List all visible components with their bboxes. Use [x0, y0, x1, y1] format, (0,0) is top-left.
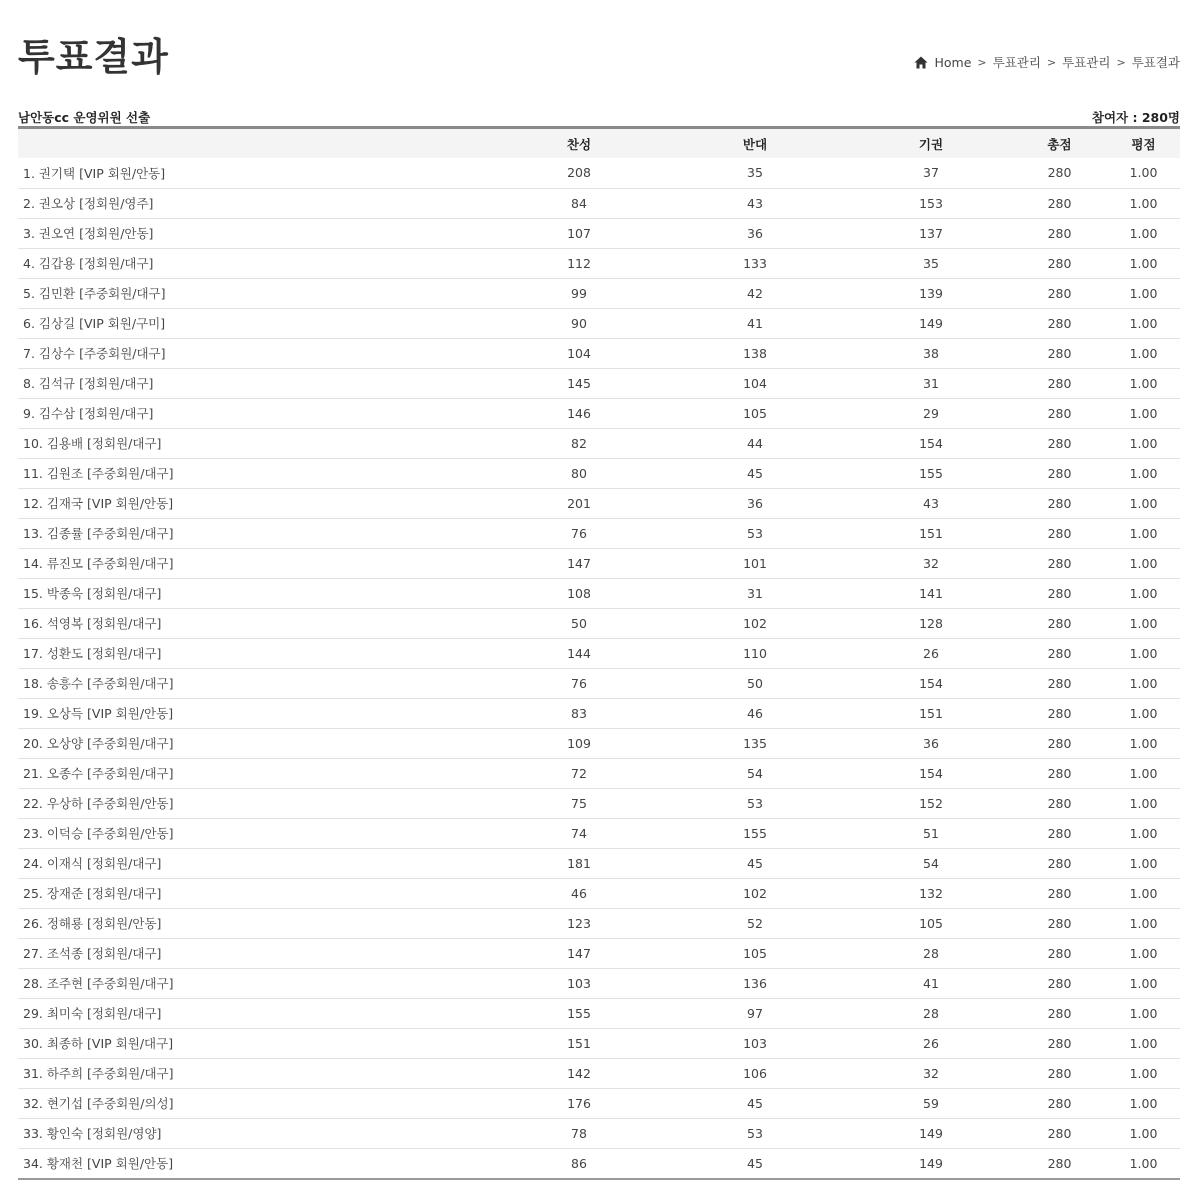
votes-abstain: 59: [923, 1095, 939, 1111]
average-score: 1.00: [1129, 525, 1158, 541]
breadcrumb-separator: >: [1046, 55, 1057, 69]
total-score: 280: [1047, 1155, 1072, 1171]
average-score: 1.00: [1129, 1005, 1158, 1021]
votes-against: 44: [747, 435, 763, 451]
average-score: 1.00: [1129, 195, 1158, 211]
votes-against: 53: [747, 795, 763, 811]
votes-abstain: 137: [919, 225, 943, 241]
table-header-row: [18, 129, 1180, 158]
candidate-name: 17. 성환도 [정회원/대구]: [23, 646, 162, 661]
votes-for: 72: [571, 765, 587, 781]
table-row: [18, 428, 1180, 458]
votes-for: 109: [567, 735, 591, 751]
total-score: 280: [1047, 585, 1072, 601]
table-row: [18, 188, 1180, 218]
votes-against: 102: [743, 615, 767, 631]
average-score: 1.00: [1129, 1155, 1158, 1171]
candidate-name: 7. 김상수 [주중회원/대구]: [23, 346, 166, 361]
votes-against: 31: [747, 585, 763, 601]
candidate-name: 20. 오상양 [주중회원/대구]: [23, 736, 174, 751]
votes-against: 105: [743, 405, 767, 421]
candidate-name: 24. 이재식 [정회원/대구]: [23, 856, 162, 871]
table-row: [18, 638, 1180, 668]
votes-for: 83: [571, 705, 587, 721]
table-row: [18, 878, 1180, 908]
votes-for: 108: [567, 585, 591, 601]
votes-for: 74: [571, 825, 587, 841]
table-row: [18, 908, 1180, 938]
candidate-name: 10. 김용배 [정회원/대구]: [23, 436, 162, 451]
votes-for: 147: [567, 945, 591, 961]
average-score: 1.00: [1129, 735, 1158, 751]
table-row: [18, 278, 1180, 308]
breadcrumb: [914, 53, 1180, 71]
votes-against: 45: [747, 855, 763, 871]
votes-abstain: 128: [919, 615, 943, 631]
votes-against: 46: [747, 705, 763, 721]
votes-against: 102: [743, 885, 767, 901]
average-score: 1.00: [1129, 705, 1158, 721]
total-score: 280: [1047, 1035, 1072, 1051]
table-row: [18, 308, 1180, 338]
votes-abstain: 152: [919, 795, 943, 811]
table-row: [18, 758, 1180, 788]
average-score: 1.00: [1129, 225, 1158, 241]
votes-against: 43: [747, 195, 763, 211]
table-row: [18, 818, 1180, 848]
breadcrumb-separator: >: [977, 55, 987, 69]
total-score: 280: [1047, 825, 1072, 841]
votes-abstain: 29: [923, 405, 939, 421]
votes-abstain: 149: [919, 315, 943, 331]
total-score: 280: [1047, 1125, 1072, 1141]
candidate-name: 14. 류진모 [주중회원/대구]: [23, 556, 174, 571]
votes-for: 144: [567, 645, 591, 661]
breadcrumb-current: 투표결과: [1131, 55, 1180, 70]
table-row: [18, 968, 1180, 998]
votes-against: 50: [747, 675, 763, 691]
votes-for: 50: [571, 615, 587, 631]
votes-for: 145: [567, 375, 591, 391]
total-score: 280: [1047, 225, 1072, 241]
total-score: 280: [1047, 435, 1072, 451]
total-score: 280: [1047, 855, 1072, 871]
votes-abstain: 141: [919, 585, 943, 601]
total-score: 280: [1047, 765, 1072, 781]
votes-abstain: 154: [919, 765, 943, 781]
votes-for: 151: [567, 1035, 591, 1051]
votes-for: 86: [571, 1155, 587, 1171]
table-row: [18, 1058, 1180, 1088]
average-score: 1.00: [1129, 825, 1158, 841]
candidate-name: 4. 김갑용 [정회원/대구]: [23, 256, 154, 271]
candidate-name: 29. 최미숙 [정회원/대구]: [23, 1006, 162, 1021]
candidate-name: 28. 조주현 [주중회원/대구]: [23, 976, 174, 991]
total-score: 280: [1047, 885, 1072, 901]
votes-for: 80: [571, 465, 587, 481]
votes-for: 107: [567, 225, 591, 241]
average-score: 1.00: [1129, 345, 1158, 361]
votes-for: 155: [567, 1005, 591, 1021]
average-score: 1.00: [1129, 1125, 1158, 1141]
table-row: [18, 368, 1180, 398]
votes-abstain: 43: [923, 495, 939, 511]
votes-against: 97: [747, 1005, 763, 1021]
votes-abstain: 31: [923, 375, 939, 391]
average-score: 1.00: [1129, 975, 1158, 991]
average-score: 1.00: [1129, 405, 1158, 421]
average-score: 1.00: [1129, 315, 1158, 331]
total-score: 280: [1047, 1005, 1072, 1021]
candidate-name: 33. 황인숙 [정회원/영양]: [23, 1126, 162, 1141]
total-score: 280: [1047, 1095, 1072, 1111]
votes-against: 133: [743, 255, 767, 271]
table-row: [18, 1088, 1180, 1118]
table-row: [18, 848, 1180, 878]
votes-against: 136: [743, 975, 767, 991]
votes-for: 104: [567, 345, 591, 361]
votes-against: 45: [747, 1155, 763, 1171]
table-row: [18, 398, 1180, 428]
votes-against: 52: [747, 915, 763, 931]
votes-against: 36: [747, 225, 763, 241]
table-row: [18, 158, 1180, 188]
candidate-name: 11. 김원조 [주중회원/대구]: [23, 466, 174, 481]
votes-for: 147: [567, 555, 591, 571]
average-score: 1.00: [1129, 795, 1158, 811]
votes-for: 82: [571, 435, 587, 451]
average-score: 1.00: [1129, 1035, 1158, 1051]
candidate-name: 16. 석영복 [정회원/대구]: [23, 616, 162, 631]
table-row: [18, 1118, 1180, 1148]
header-abstain: 기권: [918, 136, 944, 152]
votes-abstain: 155: [919, 465, 943, 481]
votes-against: 42: [747, 285, 763, 301]
header-against: 반대: [742, 136, 768, 152]
results-table-container: [18, 126, 1180, 1180]
average-score: 1.00: [1129, 255, 1158, 271]
results-table: [18, 129, 1180, 1178]
votes-for: 112: [567, 255, 591, 271]
candidate-name: 18. 송흥수 [주중회원/대구]: [23, 676, 174, 691]
candidate-name: 25. 장재준 [정회원/대구]: [23, 886, 162, 901]
average-score: 1.00: [1129, 1095, 1158, 1111]
total-score: 280: [1047, 165, 1072, 181]
votes-against: 105: [743, 945, 767, 961]
average-score: 1.00: [1129, 285, 1158, 301]
average-score: 1.00: [1129, 855, 1158, 871]
table-row: [18, 578, 1180, 608]
votes-abstain: 32: [923, 555, 939, 571]
average-score: 1.00: [1129, 465, 1158, 481]
votes-abstain: 54: [923, 855, 939, 871]
candidate-name: 6. 김상길 [VIP 회원/구미]: [23, 316, 166, 331]
votes-against: 54: [747, 765, 763, 781]
candidate-name: 22. 우상하 [주중회원/안동]: [23, 796, 174, 811]
votes-for: 90: [571, 315, 587, 331]
votes-against: 106: [743, 1065, 767, 1081]
table-row: [18, 668, 1180, 698]
total-score: 280: [1047, 555, 1072, 571]
table-row: [18, 458, 1180, 488]
average-score: 1.00: [1129, 945, 1158, 961]
votes-abstain: 26: [923, 1035, 939, 1051]
header-candidate: [18, 129, 498, 158]
candidate-name: 3. 권오연 [정회원/안동]: [23, 226, 154, 241]
average-score: 1.00: [1129, 585, 1158, 601]
votes-abstain: 36: [923, 735, 939, 751]
votes-abstain: 51: [923, 825, 939, 841]
votes-for: 75: [571, 795, 587, 811]
total-score: 280: [1047, 465, 1072, 481]
participant-count: 참여자 : 280명: [1091, 110, 1180, 125]
total-score: 280: [1047, 615, 1072, 631]
table-row: [18, 788, 1180, 818]
breadcrumb-vote-manage-sub[interactable]: 투표관리: [1062, 55, 1111, 70]
votes-abstain: 154: [919, 435, 943, 451]
total-score: 280: [1047, 285, 1072, 301]
candidate-name: 21. 오종수 [주중회원/대구]: [23, 766, 174, 781]
votes-abstain: 153: [919, 195, 943, 211]
average-score: 1.00: [1129, 645, 1158, 661]
total-score: 280: [1047, 195, 1072, 211]
votes-for: 146: [567, 405, 591, 421]
average-score: 1.00: [1129, 165, 1158, 181]
average-score: 1.00: [1129, 555, 1158, 571]
total-score: 280: [1047, 345, 1072, 361]
votes-against: 138: [743, 345, 767, 361]
votes-against: 45: [747, 1095, 763, 1111]
votes-for: 181: [567, 855, 591, 871]
votes-abstain: 151: [919, 525, 943, 541]
candidate-name: 19. 오상득 [VIP 회원/안동]: [23, 706, 174, 721]
votes-abstain: 149: [919, 1155, 943, 1171]
candidate-name: 5. 김민환 [주중회원/대구]: [23, 286, 166, 301]
average-score: 1.00: [1129, 675, 1158, 691]
votes-for: 103: [567, 975, 591, 991]
average-score: 1.00: [1129, 885, 1158, 901]
votes-for: 76: [571, 525, 587, 541]
votes-abstain: 37: [923, 165, 939, 181]
average-score: 1.00: [1129, 1065, 1158, 1081]
votes-against: 36: [747, 495, 763, 511]
page-title: 투표결과: [18, 35, 169, 79]
votes-abstain: 26: [923, 645, 939, 661]
total-score: 280: [1047, 675, 1072, 691]
votes-against: 135: [743, 735, 767, 751]
header-for: 찬성: [566, 136, 592, 152]
table-row: [18, 488, 1180, 518]
votes-for: 84: [571, 195, 587, 211]
candidate-name: 13. 김종률 [주중회원/대구]: [23, 526, 174, 541]
candidate-name: 2. 권오상 [정회원/영주]: [23, 196, 154, 211]
candidate-name: 26. 정해룡 [정회원/안동]: [23, 916, 162, 931]
candidate-name: 1. 권기택 [VIP 회원/안동]: [23, 165, 166, 181]
home-icon: [914, 56, 928, 69]
votes-against: 45: [747, 465, 763, 481]
candidate-name: 12. 김재국 [VIP 회원/안동]: [23, 496, 174, 511]
votes-for: 176: [567, 1095, 591, 1111]
candidate-name: 9. 김수삼 [정회원/대구]: [23, 406, 154, 421]
votes-abstain: 105: [919, 915, 943, 931]
table-row: [18, 728, 1180, 758]
candidate-name: 32. 현기섭 [주중회원/의성]: [23, 1096, 174, 1111]
candidate-name: 31. 하주희 [주중회원/대구]: [23, 1066, 174, 1081]
votes-abstain: 38: [923, 345, 939, 361]
vote-meta: [18, 108, 1180, 126]
candidate-name: 34. 황재천 [VIP 회원/안동]: [23, 1156, 174, 1172]
votes-against: 103: [743, 1035, 767, 1051]
votes-abstain: 41: [923, 975, 939, 991]
header-average: 평점: [1131, 136, 1156, 152]
table-row: [18, 938, 1180, 968]
votes-abstain: 32: [923, 1065, 939, 1081]
votes-against: 41: [747, 315, 763, 331]
average-score: 1.00: [1129, 765, 1158, 781]
total-score: 280: [1047, 795, 1072, 811]
breadcrumb-separator: >: [1116, 55, 1126, 69]
breadcrumb-home[interactable]: Home: [934, 54, 972, 70]
table-row: [18, 218, 1180, 248]
table-row: [18, 518, 1180, 548]
votes-for: 76: [571, 675, 587, 691]
breadcrumb-vote-manage[interactable]: 투표관리: [992, 55, 1041, 70]
votes-against: 35: [747, 165, 763, 181]
total-score: 280: [1047, 255, 1072, 271]
votes-against: 104: [743, 375, 767, 391]
candidate-name: 30. 최종하 [VIP 회원/대구]: [23, 1036, 174, 1051]
table-row: [18, 338, 1180, 368]
average-score: 1.00: [1129, 435, 1158, 451]
votes-for: 46: [571, 885, 587, 901]
average-score: 1.00: [1129, 375, 1158, 391]
total-score: 280: [1047, 315, 1072, 331]
total-score: 280: [1047, 375, 1072, 391]
votes-for: 208: [567, 165, 591, 181]
average-score: 1.00: [1129, 495, 1158, 511]
votes-against: 101: [743, 555, 767, 571]
total-score: 280: [1047, 405, 1072, 421]
header-total: 총점: [1047, 136, 1072, 152]
votes-against: 155: [743, 825, 767, 841]
votes-for: 142: [567, 1065, 591, 1081]
table-row: [18, 548, 1180, 578]
average-score: 1.00: [1129, 915, 1158, 931]
votes-for: 99: [571, 285, 587, 301]
table-row: [18, 608, 1180, 638]
total-score: 280: [1047, 735, 1072, 751]
candidate-name: 15. 박종욱 [정회원/대구]: [23, 586, 162, 601]
votes-for: 123: [567, 915, 591, 931]
votes-against: 53: [747, 1125, 763, 1141]
table-row: [18, 698, 1180, 728]
total-score: 280: [1047, 1065, 1072, 1081]
votes-abstain: 154: [919, 675, 943, 691]
votes-against: 53: [747, 525, 763, 541]
total-score: 280: [1047, 945, 1072, 961]
candidate-name: 27. 조석종 [정회원/대구]: [23, 946, 162, 961]
table-row: [18, 1148, 1180, 1178]
total-score: 280: [1047, 915, 1072, 931]
table-row: [18, 248, 1180, 278]
votes-abstain: 28: [923, 945, 939, 961]
total-score: 280: [1047, 975, 1072, 991]
votes-abstain: 139: [919, 285, 943, 301]
votes-abstain: 28: [923, 1005, 939, 1021]
votes-abstain: 35: [923, 255, 939, 271]
candidate-name: 23. 이덕승 [주중회원/안동]: [23, 826, 174, 841]
votes-for: 78: [571, 1125, 587, 1141]
votes-abstain: 132: [919, 885, 943, 901]
table-row: [18, 1028, 1180, 1058]
votes-for: 201: [567, 495, 591, 511]
vote-name: 남안동cc 운영위원 선출: [18, 110, 151, 125]
votes-abstain: 151: [919, 705, 943, 721]
votes-abstain: 149: [919, 1125, 943, 1141]
total-score: 280: [1047, 495, 1072, 511]
table-row: [18, 998, 1180, 1028]
table-body: [18, 158, 1180, 1178]
votes-against: 110: [743, 645, 767, 661]
total-score: 280: [1047, 645, 1072, 661]
average-score: 1.00: [1129, 615, 1158, 631]
total-score: 280: [1047, 705, 1072, 721]
candidate-name: 8. 김석규 [정회원/대구]: [23, 376, 154, 391]
total-score: 280: [1047, 525, 1072, 541]
